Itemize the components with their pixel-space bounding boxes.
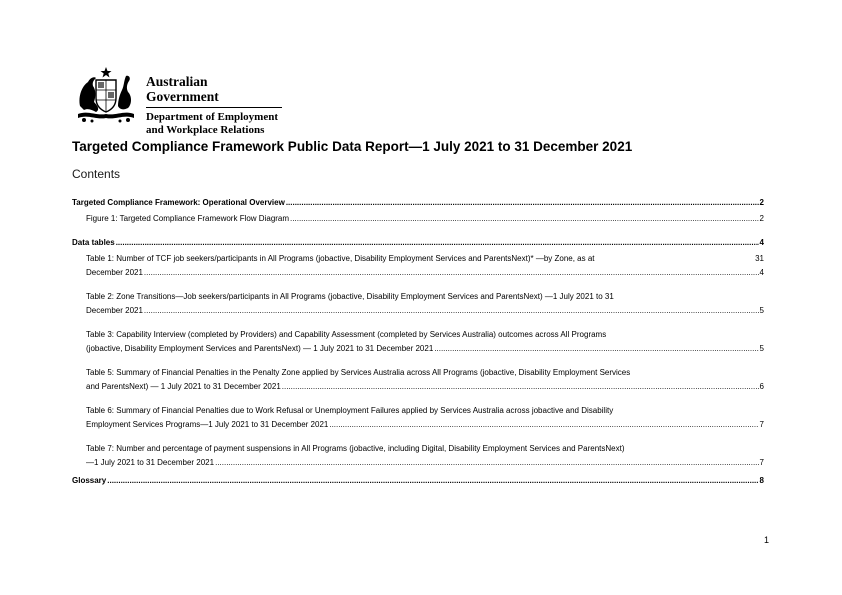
page-number: 1 bbox=[764, 535, 770, 545]
department-name-line1: Department of Employment bbox=[146, 111, 278, 123]
toc-entry-label: Data tables bbox=[72, 238, 115, 247]
toc-entry-table-1[interactable] bbox=[86, 252, 764, 280]
toc-entry-label-line1: Table 1: Number of TCF job seekers/participants in All Programs (jobactive, Disability Employment Services and ParentsNext)* —by Zone, as at bbox=[86, 254, 595, 263]
toc-page-number: 5 bbox=[759, 344, 764, 353]
dot-leader bbox=[144, 266, 759, 280]
government-wordmark bbox=[146, 74, 282, 137]
dot-leader bbox=[107, 474, 758, 488]
toc-entry-label-line1: Table 7: Number and percentage of payment suspensions in All Programs (jobactive, including Digital, Disability Employment Services and ParentsNext) bbox=[86, 444, 625, 453]
toc-page-number: 4 bbox=[759, 268, 764, 277]
dot-leader bbox=[215, 456, 758, 470]
toc-entry-label-line2: December 2021 bbox=[86, 268, 143, 277]
toc-entry-label-line2: (jobactive, Disability Employment Services and ParentsNext) — 1 July 2021 to 31 December 2021 bbox=[86, 344, 434, 353]
coat-of-arms-icon bbox=[74, 66, 138, 124]
toc-entry-figure-1[interactable] bbox=[86, 212, 764, 226]
table-of-contents bbox=[72, 196, 764, 491]
department-name-line2: and Workplace Relations bbox=[146, 124, 265, 136]
toc-entry-label-tail: 31 bbox=[755, 254, 764, 263]
government-logo bbox=[74, 66, 284, 136]
toc-entry-label-line2: —1 July 2021 to 31 December 2021 bbox=[86, 458, 215, 467]
toc-entry-table-6[interactable] bbox=[86, 404, 764, 432]
dot-leader bbox=[434, 342, 758, 356]
toc-entry-label-line1: Table 3: Capability Interview (completed by Providers) and Capability Assessment (completed by Services Australia) outcomes across All Programs bbox=[86, 330, 607, 339]
toc-entry-label: Figure 1: Targeted Compliance Framework Flow Diagram bbox=[86, 214, 290, 223]
government-name: Australian Government bbox=[146, 74, 282, 108]
toc-entry-label-line1: Table 5: Summary of Financial Penalties in the Penalty Zone applied by Services Australia across All Programs (jobactive, Disability Employment Services bbox=[86, 368, 631, 377]
toc-page-number: 8 bbox=[759, 476, 764, 485]
dot-leader bbox=[116, 236, 759, 250]
dot-leader bbox=[286, 196, 759, 210]
toc-entry-operational-overview[interactable] bbox=[72, 196, 764, 210]
toc-page-number: 7 bbox=[759, 458, 764, 467]
dot-leader bbox=[144, 304, 759, 318]
toc-page-number: 2 bbox=[759, 214, 764, 223]
toc-entry-data-tables[interactable] bbox=[72, 236, 764, 250]
toc-page-number: 5 bbox=[759, 306, 764, 315]
toc-page-number: 2 bbox=[759, 198, 764, 207]
toc-entry-label: Targeted Compliance Framework: Operational Overview bbox=[72, 198, 285, 207]
toc-entry-glossary[interactable] bbox=[72, 474, 764, 488]
contents-heading: Contents bbox=[72, 167, 121, 181]
toc-entry-table-2[interactable] bbox=[86, 290, 764, 318]
toc-page-number: 4 bbox=[759, 238, 764, 247]
toc-entry-table-7[interactable] bbox=[86, 442, 764, 470]
toc-page-number: 6 bbox=[759, 382, 764, 391]
report-title: Targeted Compliance Framework Public Data Report—1 July 2021 to 31 December 2021 bbox=[72, 139, 633, 154]
toc-entry-table-5[interactable] bbox=[86, 366, 764, 394]
dot-leader bbox=[290, 212, 759, 226]
toc-entry-label: Glossary bbox=[72, 476, 107, 485]
toc-entry-table-3[interactable] bbox=[86, 328, 764, 356]
toc-entry-label-line2: December 2021 bbox=[86, 306, 143, 315]
dot-leader bbox=[329, 418, 758, 432]
dot-leader bbox=[282, 380, 759, 394]
toc-entry-label-line2: and ParentsNext) — 1 July 2021 to 31 December 2021 bbox=[86, 382, 281, 391]
toc-entry-label-line1: Table 2: Zone Transitions—Job seekers/participants in All Programs (jobactive, Disability Employment Services and ParentsNext) —1 July 2021 to 31 bbox=[86, 292, 614, 301]
toc-entry-label-line1: Table 6: Summary of Financial Penalties due to Work Refusal or Unemployment Failures applied by Services Australia across jobactive and Disability bbox=[86, 406, 614, 415]
toc-entry-label-line2: Employment Services Programs—1 July 2021 to 31 December 2021 bbox=[86, 420, 329, 429]
toc-page-number: 7 bbox=[759, 420, 764, 429]
